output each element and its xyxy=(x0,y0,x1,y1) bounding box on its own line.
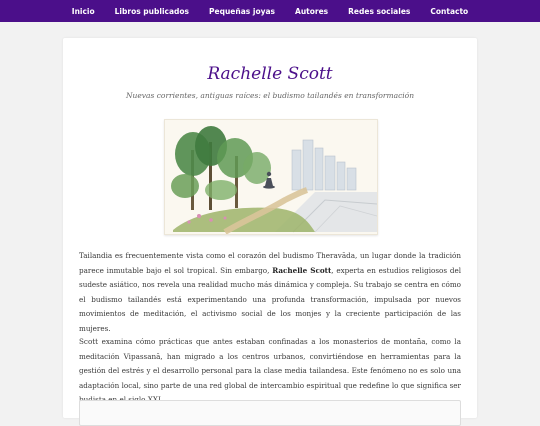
nav-link-autores[interactable]: Autores xyxy=(295,6,329,16)
page-subtitle: Nuevas corrientes, antiguas raíces: el budismo tailandés en transformación xyxy=(125,91,415,100)
article-paragraph-2: Scott examina cómo prácticas que antes estaban confinadas a los monasterios de montaña, como la meditación Vipassanā, han migrado a los centros urbanos, convirtiéndose en herramientas para la gestión del estrés y el desarrollo personal para la clase media tailandesa. Este fenómeno no es solo una adaptación local, sino parte de una red global de intercambio espiritual que redefine lo que significa ser xyxy=(79,337,461,390)
article-card xyxy=(63,38,477,418)
p1-text-after: , experta en estudios religiosos del sudeste asiático, nos revela una realidad mucho más dinámica y compleja. Su trabajo se centra en cómo el budismo tailandés está experimentando una profunda transformación, impulsada por nuevos movimientos de meditación, el activismo social de los monjes y la creciente participación de las mujeres. xyxy=(79,265,461,333)
nav-link-contacto[interactable]: Contacto xyxy=(430,6,469,16)
nav-link-redes-sociales[interactable]: Redes sociales xyxy=(348,6,411,16)
nav-link-libros-publicados[interactable]: Libros publicados xyxy=(114,6,190,16)
author-name-bold: Rachelle Scott xyxy=(272,265,332,275)
p1-text-before: Tailandia es frecuentemente vista como el corazón del budismo Theravāda, un lugar donde la tradición parece inmutable bajo el sol tropical. Sin embargo, xyxy=(79,251,461,275)
nav-link-inicio[interactable]: Inicio xyxy=(71,6,95,16)
article-paragraph-1 xyxy=(79,249,461,337)
nav-link-pequenas-joyas[interactable]: Pequeñas joyas xyxy=(209,6,276,16)
content-box xyxy=(79,400,461,426)
page-title: Rachelle Scott xyxy=(207,64,333,84)
top-nav xyxy=(0,0,540,22)
hero-image xyxy=(164,119,378,235)
